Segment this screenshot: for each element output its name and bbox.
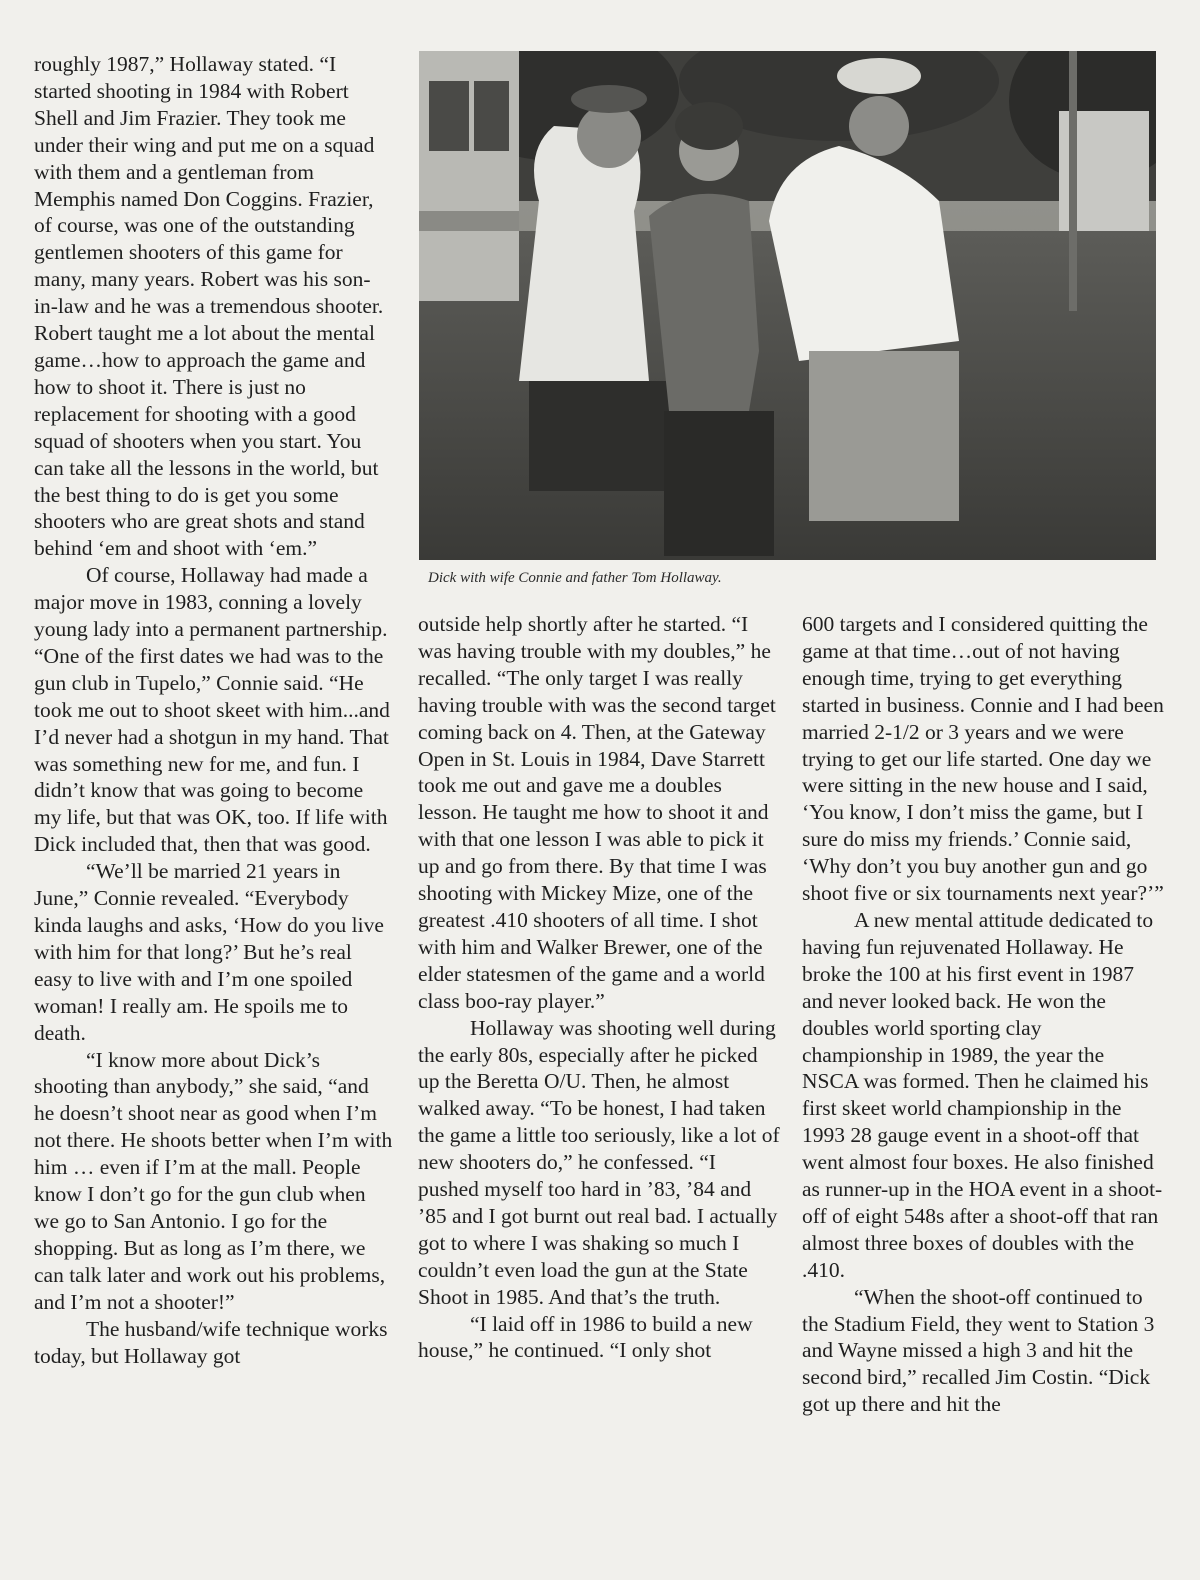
paragraph: “I know more about Dick’s shooting than anybody,” she said, “and he doesn’t shoot near as good when I’m not there. He shoots better when I’m with him … even if I’m at the mall. People know I don’t go for the gun club when we go to San Antonio. I go for the shopping. But as long as I’m there, we can talk later and work out his problems, and I’m not a shooter!” <box>34 1047 393 1314</box>
photo-caption: Dick with wife Connie and father Tom Hollaway. <box>428 570 722 586</box>
paragraph: Hollaway was shooting well during the early 80s, especially after he picked up the Beretta O/U. Then, he almost walked away. “To be honest, I had taken the game a little too seriously, like a lot of new shooters do,” he confessed. “I pushed myself too hard in ’83, ’84 and ’85 and I got burnt out real bad. I actually got to where I was shaking so much I couldn’t even load the gun at the State Shoot in 1985. And that’s the truth. <box>418 1015 780 1309</box>
article-column-1 <box>34 51 394 1369</box>
paragraph: outside help shortly after he started. “I was having trouble with my doubles,” he recalled. “The only target I was really having trouble with was the second target coming back on 4. Then, at the Gateway Open in St. Louis in 1984, Dave Starrett took me out and gave me a doubles lesson. He taught me how to shoot it and with that one lesson I was able to pick it up and go from there. By that time I was shooting with Mickey Mize, one of the greatest .410 shooters of all time. I shot with him and Walker Brewer, one of the elder statesmen of the game and a world class boo-ray player.” <box>418 612 776 1013</box>
paragraph: A new mental attitude dedicated to having fun rejuvenated Hollaway. He broke the 100 at his first event in 1987 and never looked back. He won the doubles world sporting clay championship in 1989, the year the NSCA was formed. Then he claimed his first skeet world championship in the 1993 28 gauge event in a shoot-off that went almost four boxes. He also finished as runner-up in the HOA event in a shoot-off of eight 548s after a shoot-off that ran almost three boxes of doubles with the .410. <box>802 907 1163 1282</box>
paragraph: 600 targets and I considered quitting the game at that time…out of not having enough time, trying to get everything started in business. Connie and I had been married 2-1/2 or 3 years and we were trying to get our life started. One day we were sitting in the new house and I said, ‘You know, I don’t miss the game, but I sure do miss my friends.’ Connie said, ‘Why don’t you buy another gun and go shoot five or six tournaments next year?’” <box>802 612 1164 906</box>
paragraph: The husband/wife technique works today, but Hollaway got <box>34 1316 388 1368</box>
photo-image <box>419 51 1156 560</box>
paragraph: “When the shoot-off continued to the Stadium Field, they went to Station 3 and Wayne missed a high 3 and hit the second bird,” recalled Jim Costin. “Dick got up there and hit the <box>802 1284 1155 1417</box>
article-column-3 <box>802 611 1164 1418</box>
paragraph: Of course, Hollaway had made a major move in 1983, conning a lovely young lady into a permanent partnership. “One of the first dates we had was to the gun club in Tupelo,” Connie said. “He took me out to shoot skeet with him...and I’d never had a shotgun in my hand. That was something new for me, and fun. I didn’t know that was going to become my life, but that was OK, too. If life with Dick included that, then that was good. <box>34 563 390 857</box>
article-column-2 <box>418 611 780 1364</box>
photo-dick-connie-tom <box>419 51 1156 560</box>
paragraph: roughly 1987,” Hollaway stated. “I started shooting in 1984 with Robert Shell and Jim Frazier. They took me under their wing and put me on a squad with them and a gentleman from Memphis named Don Coggins. Frazier, of course, was one of the outstanding gentlemen shooters of this game for many, many years. Robert was his son-in-law and he was a tremendous shooter. Robert taught me a lot about the mental game…how to approach the game and how to shoot it. There is just no replacement for shooting with a good squad of shooters when you start. You can take all the lessons in the world, but the best thing to do is get you some shooters who are great shots and stand behind ‘em and shoot with ‘em.” <box>34 52 384 561</box>
paragraph: “I laid off in 1986 to build a new house,” he continued. “I only shot <box>418 1311 753 1363</box>
paragraph: “We’ll be married 21 years in June,” Connie revealed. “Everybody kinda laughs and asks, ‘How do you live with him for that long?’ But he’s real easy to live with and I’m one spoiled woman! I really am. He spoils me to death. <box>34 859 384 1045</box>
